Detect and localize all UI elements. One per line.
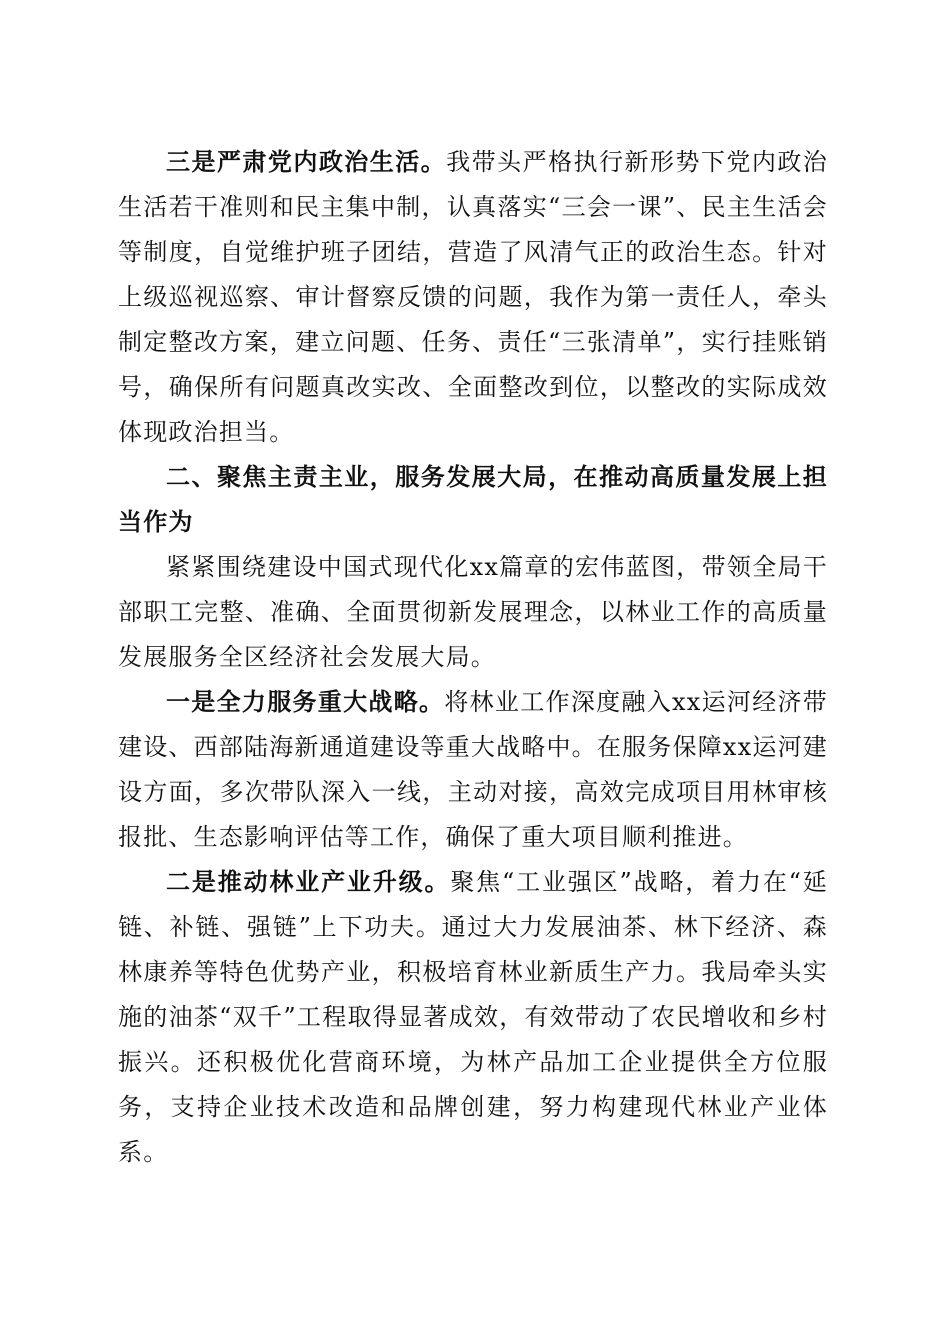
paragraph-lead: 一是全力服务重大战略。 [166,688,445,716]
paragraph-text: 聚焦“工业强区”战略，着力在“延链、补链、强链”上下功夫。通过大力发展油茶、林下经济、森林康养等特色优势产业，积极培育林业新质生产力。我局牵头实施的油茶“双千”工程取得显著成效，有效带动了农民增收和乡村振兴。还积极优化营商环境，为林产品加工企业提供全方位服务，支持企业技术改造和品牌创建，努力构建现代林业产业体系。 [118,868,829,1166]
paragraph-lead: 三是严肃党内政治生活。 [166,148,447,176]
paragraph-intro [118,545,828,680]
paragraph-text: 紧紧围绕建设中国式现代化xx篇章的宏伟蓝图，带领全局干部职工完整、准确、全面贯彻新发展理念，以林业工作的高质量发展服务全区经济社会发展大局。 [118,553,828,671]
section-heading: 二、聚焦主责主业，服务发展大局，在推动高质量发展上担当作为 [118,463,828,536]
paragraph-major-strategy [118,680,828,860]
paragraph-text: 我带头严格执行新形势下党内政治生活若干准则和民主集中制，认真落实“三会一课”、民主生活会等制度，自觉维护班子团结，营造了风清气正的政治生态。针对上级巡视巡察、审计督察反馈的问题，我作为第一责任人，牵头制定整改方案，建立问题、任务、责任“三张清单”，实行挂账销号，确保所有问题真改实改、全面整改到位，以整改的实际成效体现政治担当。 [118,148,829,446]
document-body [118,140,828,1175]
paragraph-lead: 二是推动林业产业升级。 [166,868,451,896]
paragraph-political-life [118,140,828,455]
paragraph-text: 将林业工作深度融入xx运河经济带建设、西部陆海新通道建设等重大战略中。在服务保障xx运河建设方面，多次带队深入一线，主动对接，高效完成项目用林审核报批、生态影响评估等工作，确保了重大项目顺利推进。 [118,688,828,851]
paragraph-industry-upgrade [118,860,828,1175]
